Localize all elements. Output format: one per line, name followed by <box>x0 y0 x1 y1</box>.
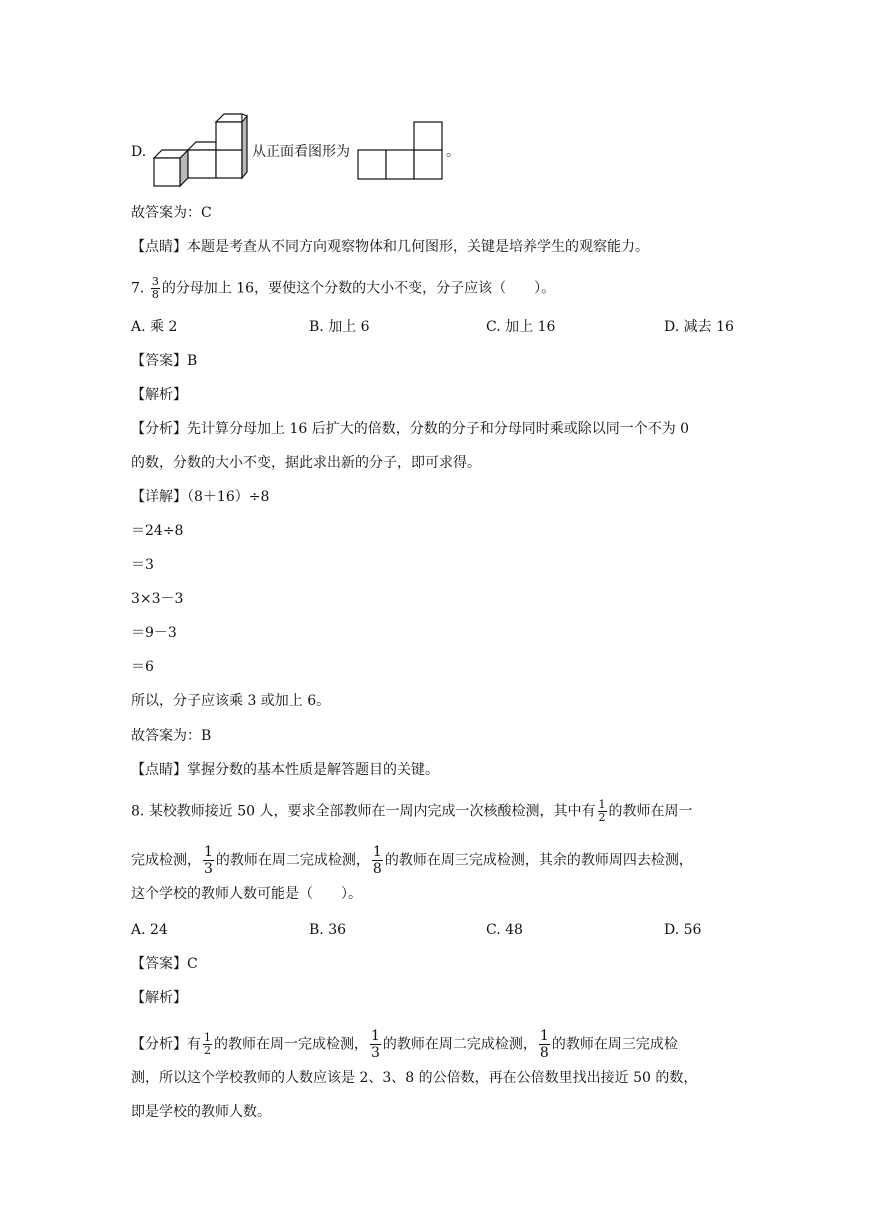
q8-analysis-title: 【解析】 <box>131 990 187 1006</box>
q8-fraction-half-den: 2 <box>598 811 606 824</box>
q7-stem-text: 的分母加上 16，要使这个分数的大小不变，分子应该（ ）。 <box>161 280 556 297</box>
q7-analysis-line1: 【分析】先计算分母加上 16 后扩大的倍数，分数的分子和分母同时乘或除以同一个不为 0 <box>131 421 690 437</box>
q8-fraction-half-num: 1 <box>598 798 606 811</box>
q7-fraction <box>151 276 160 301</box>
q8-an-a: 【分析】有 <box>131 1036 201 1053</box>
q7-option-b: B. 加上 6 <box>309 319 370 335</box>
q6-option-d-end-wrap <box>446 142 460 162</box>
q8-an-d: 的教师在周三完成检 <box>551 1036 678 1053</box>
q7-detail-step: ＝24÷8 <box>131 523 184 539</box>
q7-comment: 【点睛】掌握分数的基本性质是解答题目的关键。 <box>131 762 439 778</box>
q8-option-c: C. 48 <box>486 922 523 938</box>
q8-an-fraction-eighth-den: 8 <box>539 1045 549 1061</box>
q7-analysis-title: 【解析】 <box>131 387 187 403</box>
q6-option-d-text: 从正面看图形为 <box>252 144 350 160</box>
q8-fraction-eighth-num: 1 <box>372 844 382 860</box>
q8-an-fraction-eighth <box>539 1028 550 1061</box>
q8-number: 8. <box>131 803 145 820</box>
q7-stem <box>131 276 555 301</box>
q7-fraction-den: 8 <box>151 288 159 301</box>
cube-stack-figure <box>150 112 250 192</box>
q8-an-fraction-half-num: 1 <box>204 1031 211 1044</box>
q7-analysis-line2: 的数，分数的大小不变，据此求出新的分子，即可求得。 <box>131 455 481 471</box>
q8-fraction-half <box>598 799 607 824</box>
q8-stem-line3: 这个学校的教师人数可能是（ ）。 <box>131 886 362 902</box>
q7-detail-step: 3×3－3 <box>131 591 184 607</box>
q7-conclusion: 所以，分子应该乘 3 或加上 6。 <box>131 693 331 709</box>
q7-fraction-num: 3 <box>151 275 159 288</box>
q8-analysis-line2: 测，所以这个学校教师的人数应该是 2、3、8 的公倍数，再在公倍数里找出接近 50 的数， <box>131 1070 698 1086</box>
front-view-figure <box>357 120 447 182</box>
q8-fraction-eighth-den: 8 <box>372 861 382 877</box>
q8-fraction-third <box>203 844 214 877</box>
q8-stem-d: 的教师在周二完成检测， <box>215 852 370 869</box>
q7-option-c: C. 加上 16 <box>486 319 556 335</box>
q7-number: 7. <box>131 280 145 297</box>
q8-stem-line1 <box>131 799 693 824</box>
q7-detail-step: ＝9－3 <box>131 625 177 641</box>
q6-comment: 【点睛】本题是考查从不同方向观察物体和几何图形，关键是培养学生的观察能力。 <box>131 239 649 255</box>
q8-analysis-line3: 即是学校的教师人数。 <box>131 1104 271 1120</box>
q7-option-a: A. 乘 2 <box>131 319 178 335</box>
q8-stem-line2 <box>131 844 693 877</box>
q6-option-d-end: 。 <box>446 144 460 160</box>
q8-an-fraction-third-den: 3 <box>371 1045 380 1061</box>
q7-option-d: D. 减去 16 <box>664 319 734 335</box>
q6-option-d <box>131 142 146 162</box>
q8-an-fraction-third-num: 1 <box>371 1028 380 1044</box>
q8-an-b: 的教师在周一完成检测， <box>214 1036 368 1053</box>
q7-answer: 【答案】B <box>131 353 198 369</box>
q8-answer: 【答案】C <box>131 956 198 972</box>
q8-an-c: 的教师在周二完成检测， <box>382 1036 537 1053</box>
q7-detail-step: 【详解】（8＋16）÷8 <box>131 489 270 505</box>
q6-option-d-text-wrap <box>252 142 350 162</box>
q8-option-a: A. 24 <box>131 922 168 938</box>
q8-fraction-third-den: 3 <box>204 861 213 877</box>
q8-stem-b: 的教师在周一 <box>608 803 693 820</box>
q8-an-fraction-half-den: 2 <box>204 1044 211 1057</box>
q6-answer: 故答案为：C <box>131 205 212 221</box>
q8-stem-a: 某校教师接近 50 人，要求全部教师在一周内完成一次核酸检测，其中有 <box>148 803 596 820</box>
q8-fraction-eighth <box>372 844 383 877</box>
q8-option-b: B. 36 <box>309 922 347 938</box>
q8-stem-c: 完成检测， <box>131 852 201 869</box>
q6-option-d-label: D. <box>131 144 147 160</box>
q7-detail-step: ＝6 <box>131 659 154 675</box>
q8-an-fraction-third <box>370 1028 381 1061</box>
q8-option-d: D. 56 <box>664 922 702 938</box>
q8-an-fraction-eighth-num: 1 <box>539 1028 549 1044</box>
q7-detail-step: ＝3 <box>131 557 154 573</box>
q8-fraction-third-num: 1 <box>204 844 213 860</box>
q7-final-answer: 故答案为：B <box>131 728 212 744</box>
q8-an-fraction-half <box>203 1032 212 1057</box>
q8-analysis-line1 <box>131 1028 678 1061</box>
q8-stem-e: 的教师在周三完成检测，其余的教师周四去检测， <box>384 852 693 869</box>
